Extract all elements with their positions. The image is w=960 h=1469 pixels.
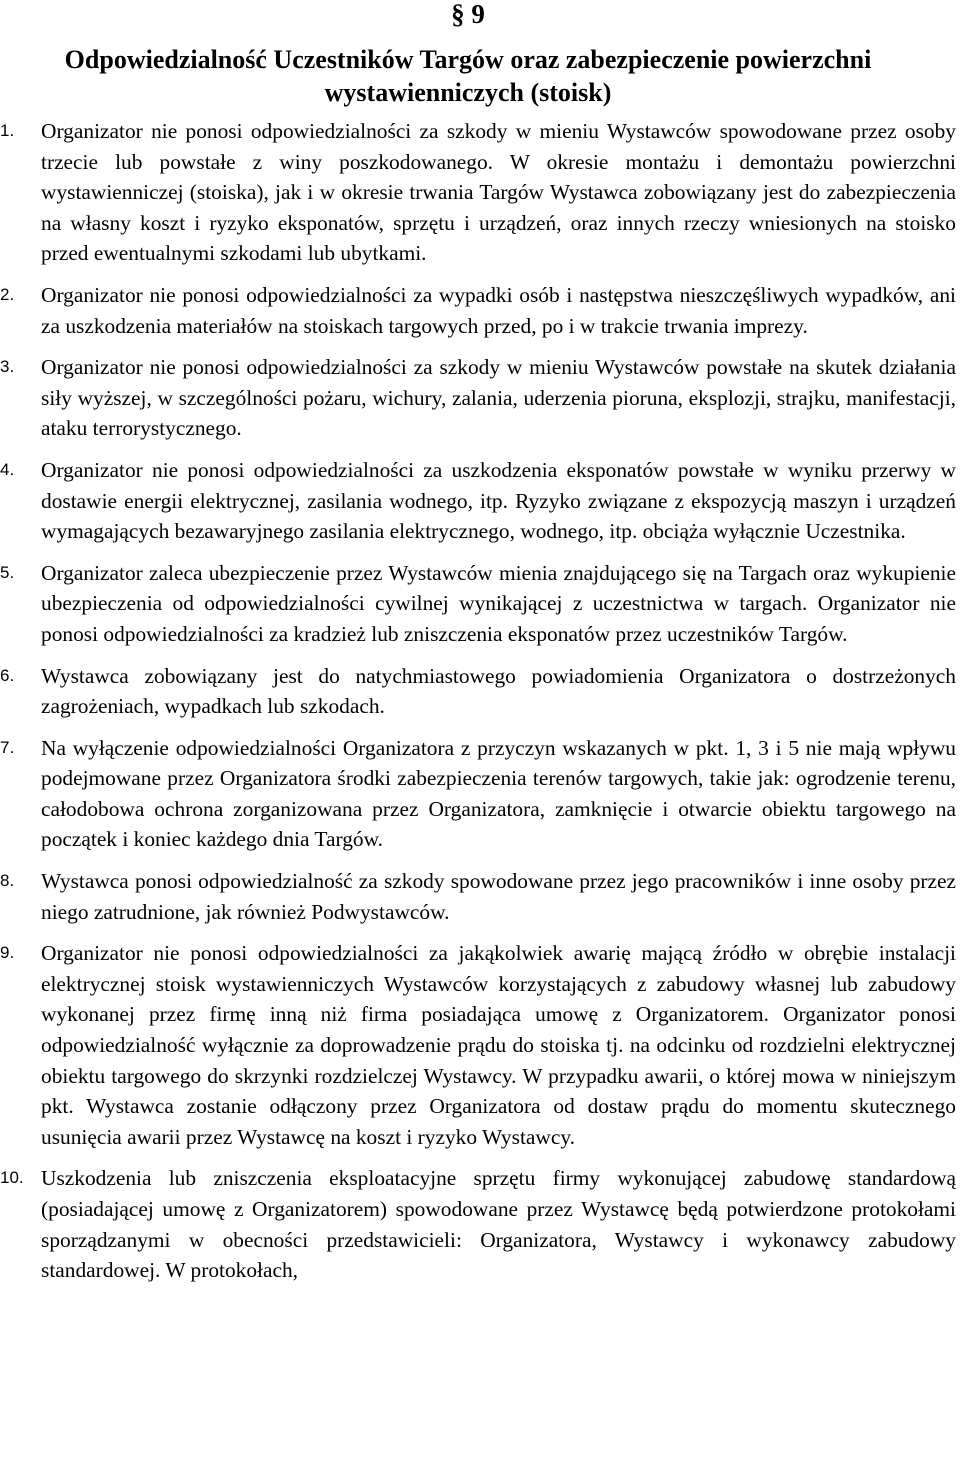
provision-text: Organizator nie ponosi odpowiedzialności za jakąkolwiek awarię mającą źródło w obrębie instalacji elektrycznej stoisk wystawienniczych Wystawców korzystających z zabudowy własnej lub zabudowy wykonanej przez firmę inną niż firma posiadająca umowę z Organizatorem. Organizator ponosi odpowiedzialność wyłącznie za doprowadzenie prądu do stoiska tj. na odcinku od rozdzielni elektrycznej obiektu targowego do skrzynki rozdzielczej Wystawcy. W przypadku awarii, o której mowa w niniejszym pkt. Wystawca zostanie odłączony przez Organizatora od dostaw prądu do momentu skutecznego usunięcia awarii przez Wystawcę na koszt i ryzyko Wystawcy. xyxy=(41,941,956,1149)
provision-number: 8. xyxy=(0,871,15,891)
provision-number: 10. xyxy=(0,1168,24,1188)
provision-number: 5. xyxy=(0,562,15,582)
provision-text: Organizator nie ponosi odpowiedzialności za szkody w mieniu Wystawców spowodowane przez osoby trzecie lub powstałe z winy poszkodowanego. W okresie montażu i demontażu powierzchni wystawienniczej (stoiska), jak i w okresie trwania Targów Wystawca zobowiązany jest do zabezpieczenia na własny koszt i ryzyko eksponatów, sprzętu i urządzeń, oraz innych rzeczy wniesionych na stoisko przed ewentualnymi szkodami lub ubytkami. xyxy=(41,119,956,266)
provision-text: Organizator nie ponosi odpowiedzialności za wypadki osób i następstwa nieszczęśliwych wypadków, ani za uszkodzenia materiałów na stoiskach targowych przed, po i w trakcie trwania imprezy. xyxy=(41,282,956,338)
provision-item-1 xyxy=(0,116,956,269)
provision-number: 2. xyxy=(0,284,15,304)
provision-number: 9. xyxy=(0,943,15,963)
provision-item-2 xyxy=(0,280,956,341)
provision-number: 1. xyxy=(0,121,15,140)
provision-number: 4. xyxy=(0,459,15,479)
provision-item-7 xyxy=(0,733,956,855)
section-heading xyxy=(0,43,936,109)
provision-text: Na wyłączenie odpowiedzialności Organizatora z przyczyn wskazanych w pkt. 1, 3 i 5 nie mają wpływu podejmowane przez Organizatora środki zabezpieczenia terenów targowych, takie jak: ogrodzenie terenu, całodobowa ochrona zorganizowana przez Organizatora, zamknięcie i otwarcie obiektu targowego na początek i koniec każdego dnia Targów. xyxy=(41,735,956,852)
section-mark: § 9 xyxy=(451,0,485,29)
provision-item-4 xyxy=(0,455,956,547)
provision-text: Wystawca ponosi odpowiedzialność za szkody spowodowane przez jego pracowników i inne osoby przez niego zatrudnione, jak również Podwystawców. xyxy=(41,869,956,924)
provision-text: Uszkodzenia lub zniszczenia eksploatacyjne sprzętu firmy wykonującej zabudowę standardową (posiadającej umowę z Organizatorem) spowodowane przez Wystawcę będą potwierdzone protokołami sporządzanymi w obecności przedstawicieli: Organizatora, Wystawcy i wykonawcy zabudowy standardowej. W protokołach, xyxy=(41,1166,956,1283)
provision-text: Wystawca zobowiązany jest do natychmiastowego powiadomienia Organizatora o dostrzeżonych zagrożeniach, wypadkach lub szkodach. xyxy=(41,663,956,719)
section-heading-line-1: Odpowiedzialność Uczestników Targów oraz zabezpieczenie powierzchni xyxy=(64,45,872,74)
provision-text: Organizator nie ponosi odpowiedzialności za uszkodzenia eksponatów powstałe w wyniku przerwy w dostawie energii elektrycznej, zasilania wodnego, itp. Ryzyko związane z ekspozycją maszyn i urządzeń wymagających bezawaryjnego zasilania elektrycznego, wodnego, itp. obciąża wyłącznie Uczestnika. xyxy=(41,457,956,544)
provision-item-5 xyxy=(0,558,956,650)
provision-number: 6. xyxy=(0,665,15,685)
provision-number: 3. xyxy=(0,357,15,377)
provisions-list xyxy=(0,116,956,1286)
provision-item-9 xyxy=(0,938,956,1152)
section-heading-line-2: wystawienniczych (stoisk) xyxy=(324,78,612,107)
provision-item-8 xyxy=(0,866,956,927)
provision-item-6 xyxy=(0,661,956,722)
provision-item-3 xyxy=(0,352,956,444)
provision-text: Organizator zaleca ubezpieczenie przez Wystawców mienia znajdującego się na Targach oraz wykupienie ubezpieczenia od odpowiedzialności cywilnej wynikającej z uczestnictwa w targach. Organizator nie ponosi odpowiedzialności za kradzież lub zniszczenia eksponatów przez uczestników Targów. xyxy=(41,560,956,646)
provision-number: 7. xyxy=(0,737,15,757)
provision-text: Organizator nie ponosi odpowiedzialności za szkody w mieniu Wystawców powstałe na skutek działania siły wyższej, w szczególności pożaru, wichury, zalania, uderzenia pioruna, eksplozji, strajku, manifestacji, ataku terrorystycznego. xyxy=(41,355,956,441)
provision-item-10 xyxy=(0,1163,956,1285)
